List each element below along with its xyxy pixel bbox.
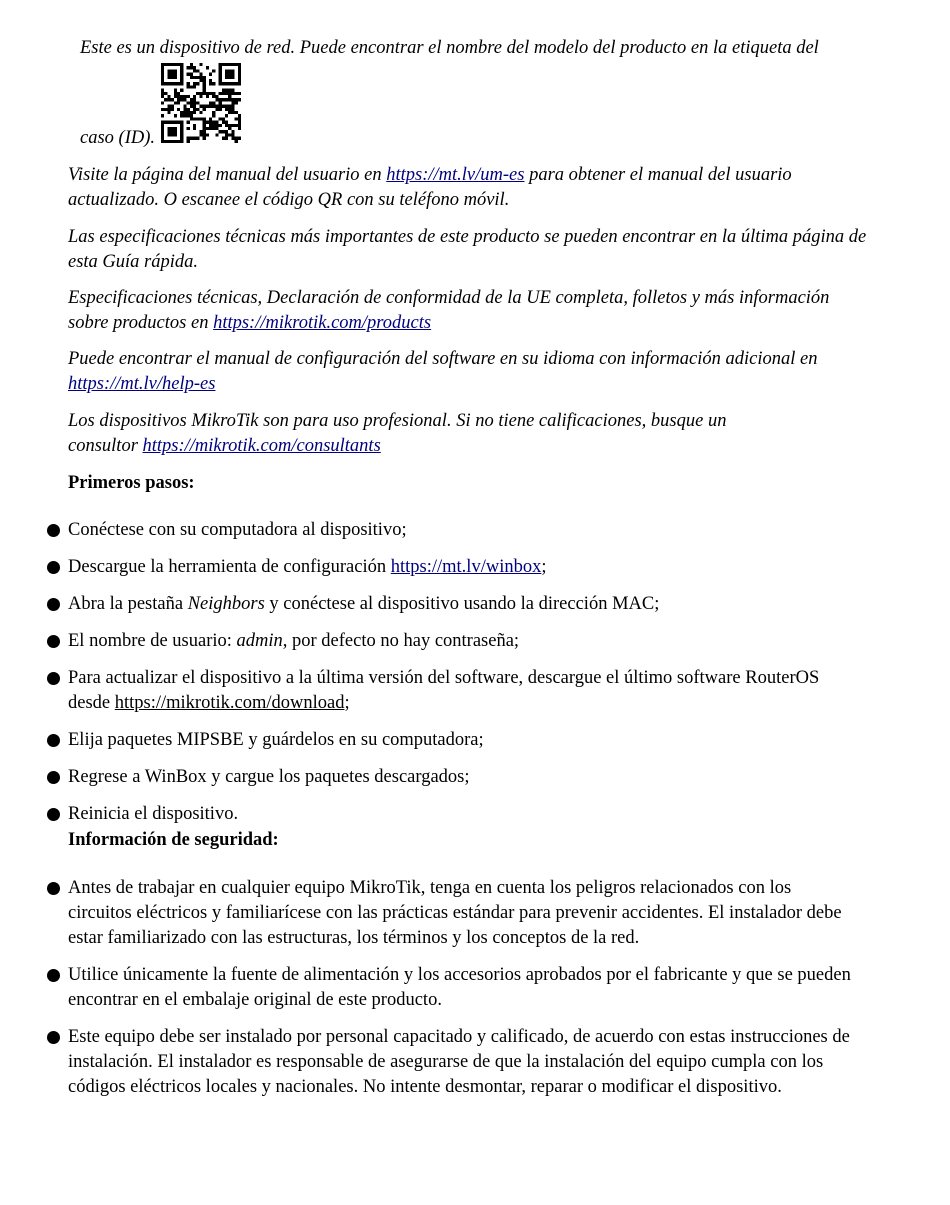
step-item: Reinicia el dispositivo. [68,804,239,824]
bullet-icon [47,672,60,685]
safety-heading: Información de seguridad: [68,830,279,850]
specs-paragraph: Las especificaciones técnicas más importantes de este producto se pueden encontrar en la última página de esta Guía rápida. [68,227,867,272]
step-item: Regrese a WinBox y cargue los paquetes descargados; [68,767,470,787]
bullet-icon [47,882,60,895]
consultants-paragraph: Los dispositivos MikroTik son para uso profesional. Si no tiene calificaciones, busque un consultor https://mikrotik.com/consultants [68,411,727,456]
manual-paragraph: Visite la página del manual del usuario en https://mt.lv/um-es para obtener el manual del usuario actualizado. O escanee el código QR con su teléfono móvil. [68,165,792,210]
consultants-link[interactable]: https://mikrotik.com/consultants [142,436,381,456]
products-link[interactable]: https://mikrotik.com/products [213,313,432,333]
bullet-icon [47,561,60,574]
step-item: Elija paquetes MIPSBE y guárdelos en su computadora; [68,730,484,750]
bullet-icon [47,598,60,611]
bullet-icon [47,524,60,537]
qr-code [161,63,241,143]
safety-item: Este equipo debe ser instalado por personal capacitado y calificado, de acuerdo con estas instrucciones de instalación. El instalador es responsable de asegurarse de que la instalación del equipo cumpla con los códigos eléctricos locales y nacionales. No intente desmontar, reparar o modificar el dispositivo. [68,1027,850,1097]
intro-line-1: Este es un dispositivo de red. Puede encontrar el nombre del modelo del producto en la etiqueta del [80,38,819,58]
products-paragraph: Especificaciones técnicas, Declaración de conformidad de la UE completa, folletos y más información sobre productos en https://mikrotik.com/products [68,288,830,333]
safety-item: Antes de trabajar en cualquier equipo MikroTik, tenga en cuenta los peligros relacionados con los circuitos eléctricos y familiarícese con las prácticas estándar para prevenir accidentes. El instalador debe estar familiarizado con las estructuras, los términos y los conceptos de la red. [68,878,842,948]
first-steps-heading: Primeros pasos: [68,473,195,493]
bullet-icon [47,808,60,821]
manual-link[interactable]: https://mt.lv/um-es [386,165,525,185]
safety-item: Utilice únicamente la fuente de alimentación y los accesorios aprobados por el fabricante y que se pueden encontrar en el embalaje original de este producto. [68,965,851,1010]
bullet-icon [47,969,60,982]
step-item: Para actualizar el dispositivo a la última versión del software, descargue el último software RouterOS desde https://mikrotik.com/download; [68,668,820,713]
bullet-icon [47,771,60,784]
step-item: Conéctese con su computadora al dispositivo; [68,520,407,540]
step-item: El nombre de usuario: admin, por defecto no hay contraseña; [68,631,520,651]
download-link[interactable]: https://mikrotik.com/download [114,693,345,713]
bullet-icon [47,734,60,747]
step-item: Descargue la herramienta de configuración https://mt.lv/winbox; [68,557,547,577]
winbox-link[interactable]: https://mt.lv/winbox [390,557,542,577]
intro-line-2: caso (ID). [80,128,156,148]
help-paragraph: Puede encontrar el manual de configuración del software en su idioma con información adicional en https://mt.lv/help-es [68,349,818,394]
help-link[interactable]: https://mt.lv/help-es [68,374,216,394]
bullet-icon [47,635,60,648]
step-item: Abra la pestaña Neighbors y conéctese al dispositivo usando la dirección MAC; [68,594,660,614]
bullet-icon [47,1031,60,1044]
